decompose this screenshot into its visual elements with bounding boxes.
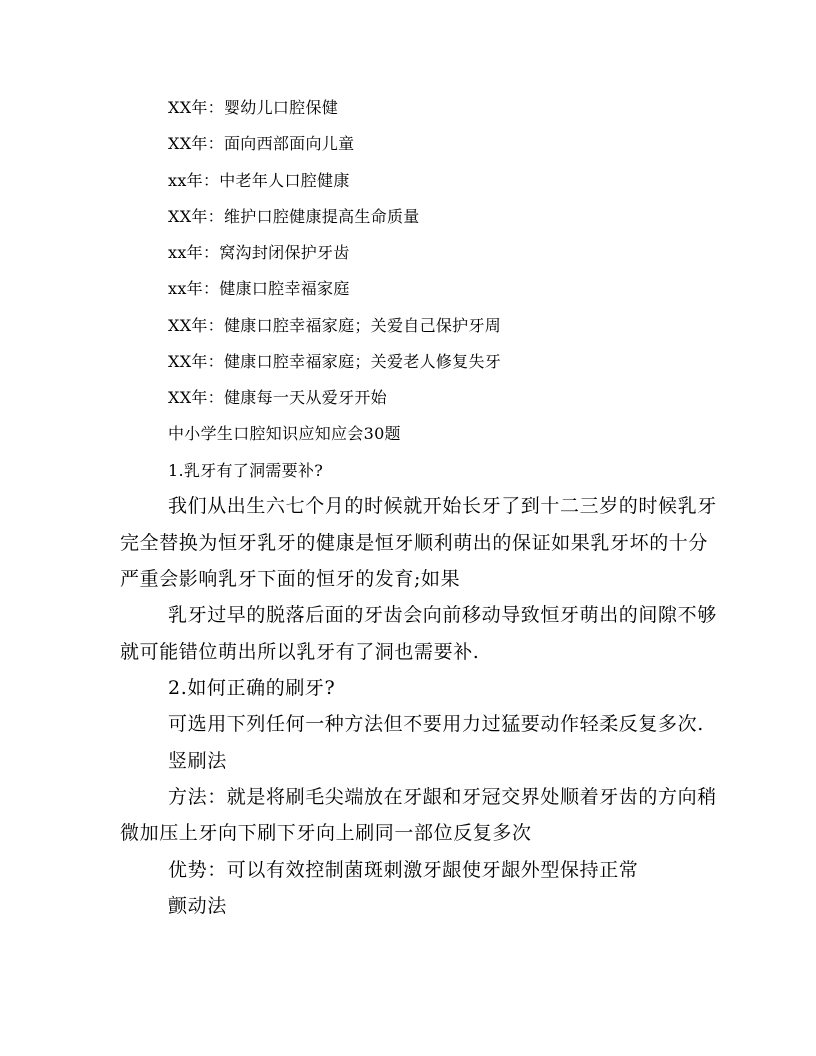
year-theme-line: XX年：婴幼儿口腔保健 bbox=[168, 98, 339, 117]
year-theme-line: xx年：窝沟封闭保护牙齿 bbox=[168, 243, 350, 262]
paragraph-line: 方法：就是将刷毛尖端放在牙龈和牙冠交界处顺着牙齿的方向稍 bbox=[168, 786, 717, 808]
year-theme-line: XX年：维护口腔健康提高生命质量 bbox=[168, 207, 420, 226]
year-theme-line: XX年：健康每一天从爱牙开始 bbox=[168, 388, 387, 407]
question-heading: 1.乳牙有了洞需要补? bbox=[168, 461, 324, 480]
year-theme-line: xx年：中老年人口腔健康 bbox=[168, 171, 350, 190]
paragraph-line: 严重会影响乳牙下面的恒牙的发育;如果 bbox=[120, 568, 461, 590]
section-title: 中小学生口腔知识应知应会30题 bbox=[168, 424, 401, 443]
paragraph-line: 可选用下列任何一种方法但不要用力过猛要动作轻柔反复多次. bbox=[168, 713, 704, 735]
year-theme-line: xx年：健康口腔幸福家庭 bbox=[168, 279, 350, 298]
paragraph-line: 微加压上牙向下刷下牙向上刷同一部位反复多次 bbox=[120, 822, 532, 844]
question-heading: 2.如何正确的刷牙? bbox=[168, 677, 336, 699]
method-heading: 颤动法 bbox=[168, 895, 227, 917]
year-theme-line: XX年：健康口腔幸福家庭；关爱自己保护牙周 bbox=[168, 316, 502, 335]
paragraph-line: 优势：可以有效控制菌斑刺激牙龈使牙龈外型保持正常 bbox=[168, 859, 639, 881]
year-theme-line: XX年：面向西部面向儿童 bbox=[168, 134, 355, 153]
paragraph-line: 就可能错位萌出所以乳牙有了洞也需要补. bbox=[120, 641, 480, 663]
method-heading: 竖刷法 bbox=[168, 750, 227, 772]
year-theme-line: XX年：健康口腔幸福家庭；关爱老人修复失牙 bbox=[168, 352, 502, 371]
paragraph-line: 完全替换为恒牙乳牙的健康是恒牙顺利萌出的保证如果乳牙坏的十分 bbox=[120, 532, 709, 554]
paragraph-line: 我们从出生六七个月的时候就开始长牙了到十二三岁的时候乳牙 bbox=[168, 495, 717, 517]
paragraph-line: 乳牙过早的脱落后面的牙齿会向前移动导致恒牙萌出的间隙不够 bbox=[168, 604, 717, 626]
